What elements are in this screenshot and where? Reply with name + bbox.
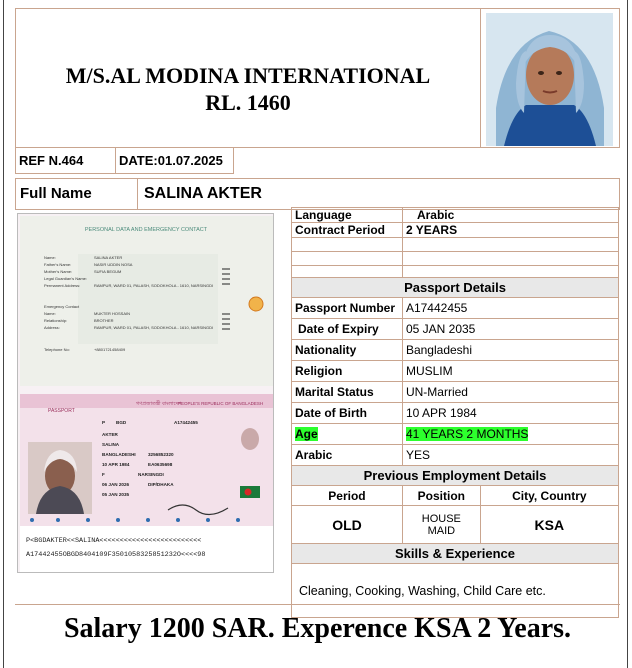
skills-heading-row [292,544,619,564]
scan-field-value: RAMPUR, WARD 01, PALASH, SODOKHOLA - 1610, NARSINGDI [94,283,214,288]
full-name-divider [137,178,138,210]
bio-surname: AKTER [102,432,118,437]
scan-field-label: Name: [44,311,56,316]
passport-row [292,298,619,319]
passport-number-label: Passport Number [292,298,403,319]
age-label: Age [295,427,318,441]
dob-label: Date of Birth [292,403,403,424]
bio-birthplace: NARSINGDI [138,472,164,477]
expiry-label: Date of Expiry [292,319,403,340]
passport-row [292,445,619,466]
passport-row [292,340,619,361]
bio-prev-no: EA0635698 [148,462,173,467]
blank-row [292,266,619,278]
bio-code: BGD [116,420,127,425]
bio-personal-no: 3256852320 [148,452,174,457]
nationality-label: Nationality [292,340,403,361]
scan-field-value: RAMPUR, WARD 01, PALASH, SODOKHOLA - 1610, NARSINGDI [94,325,214,330]
ghost-photo [241,428,259,450]
religion-label: Religion [292,361,403,382]
company-name: M/S.AL MODINA INTERNATIONAL [65,63,431,88]
passport-scan [17,213,274,573]
full-name-row [15,178,620,210]
employment-heading-row [292,466,619,486]
scan-field-value: NASIR UDDIN NOSA [94,262,133,267]
scan-field-label: Legal Guardian's Name: [44,276,88,281]
passport-row [292,403,619,424]
bio-header-bn: গণপ্রজাতন্ত্রী বাংলাদেশ [136,401,182,407]
scan-field-value: BROTHER [94,318,114,323]
scan-field-label: Permanent Address: [44,283,81,288]
salary-line: Salary 1200 SAR. Experence KSA 2 Years. [63,613,572,644]
bio-header-en: PEOPLE'S REPUBLIC OF BANGLADESH [178,401,264,406]
passport-row [292,382,619,403]
scan-field-value: MUKTER HOSSAIN [94,311,131,316]
passport-number-value: A17442455 [402,298,618,319]
passport-row [292,424,619,445]
employment-row [292,506,619,544]
country-value: KSA [480,506,618,544]
scan-field-label: Name: [44,255,56,260]
country-col-header: City, Country [480,486,618,506]
contract-value: 2 YEARS [402,223,618,238]
nationality-value: Bangladeshi [402,340,618,361]
arabic-value: YES [402,445,618,466]
scan-field-label: Address: [44,325,60,330]
candidate-photo [486,13,613,146]
left-border [3,0,4,668]
period-col-header: Period [292,486,403,506]
divider [15,604,620,605]
passport-word: PASSPORT [48,408,75,414]
license-number: RL. 1460 [205,90,291,115]
language-label: Language [292,208,403,223]
ref-date: DATE:01.07.2025 [116,148,234,174]
scan-heading: PERSONAL DATA AND EMERGENCY CONTACT [84,227,208,233]
scan-field-label: Emergency Contact [44,304,80,309]
scan-field-label: Father's Name: [44,262,72,267]
mrz-line-2: A17442455OBGD8404109F3501058325851232O<<<<98 [26,551,206,559]
dob-value: 10 APR 1984 [402,403,618,424]
mrz-line-1: P<BGDAKTER<<SALINA<<<<<<<<<<<<<<<<<<<<<<<<< [26,537,202,545]
language-value: Arabic [402,208,618,223]
company-title [18,62,478,116]
skills-text: Cleaning, Cooking, Washing, Child Care etc. [292,564,619,618]
blank-row [292,252,619,266]
religion-value: MUSLIM [402,361,618,382]
right-border [627,0,628,668]
bio-type: P [102,420,106,425]
bio-given-name: SALINA [102,442,120,447]
full-name-value: SALINA AKTER [144,185,262,202]
scan-field-label: Mother's Name: [44,269,73,274]
details-table [291,207,619,618]
position-line-2: MAID [427,524,456,537]
skills-row [292,564,619,618]
position-col-header: Position [402,486,480,506]
age-value: 41 YEARS 2 MONTHS [405,427,529,441]
skills-heading: Skills & Experience [292,544,619,564]
bio-authority: DIP/DHAKA [148,482,174,487]
scan-field-value: +8801721458409 [94,347,126,352]
marital-status-value: UN-Married [402,382,618,403]
arabic-label: Arabic [292,445,403,466]
contract-label: Contract Period [292,223,403,238]
passport-details-heading-row [292,278,619,298]
blank-row [292,238,619,252]
hologram-icon [249,297,263,311]
bio-nationality: BANGLADESHI [102,452,136,457]
employment-heading: Previous Employment Details [292,466,619,486]
period-value: OLD [292,506,403,544]
info-row-language [292,208,619,223]
full-name-label: Full Name [20,185,92,202]
passport-row [292,361,619,382]
employment-columns [292,486,619,506]
passport-details-heading: Passport Details [292,278,619,298]
marital-status-label: Marital Status [292,382,403,403]
expiry-value: 05 JAN 2035 [402,319,618,340]
bio-expiry: 05 JAN 2035 [102,492,130,497]
scan-field-label: Telephone No: [44,347,70,352]
bio-sex: F [102,472,105,477]
scan-field-value: SALINA AKTER [94,255,123,260]
position-line-1: HOUSE [421,512,461,525]
info-row-contract [292,223,619,238]
bio-dob: 10 APR 1984 [102,462,130,467]
scan-field-label: Relationship: [44,318,68,323]
bio-issue-date: 06 JAN 2026 [102,482,130,487]
scan-field-value: SUFIA BEGUM [94,269,122,274]
bio-passport-no: A17442455 [174,420,198,425]
ref-number: REF N.464 [15,148,116,174]
passport-row [292,319,619,340]
